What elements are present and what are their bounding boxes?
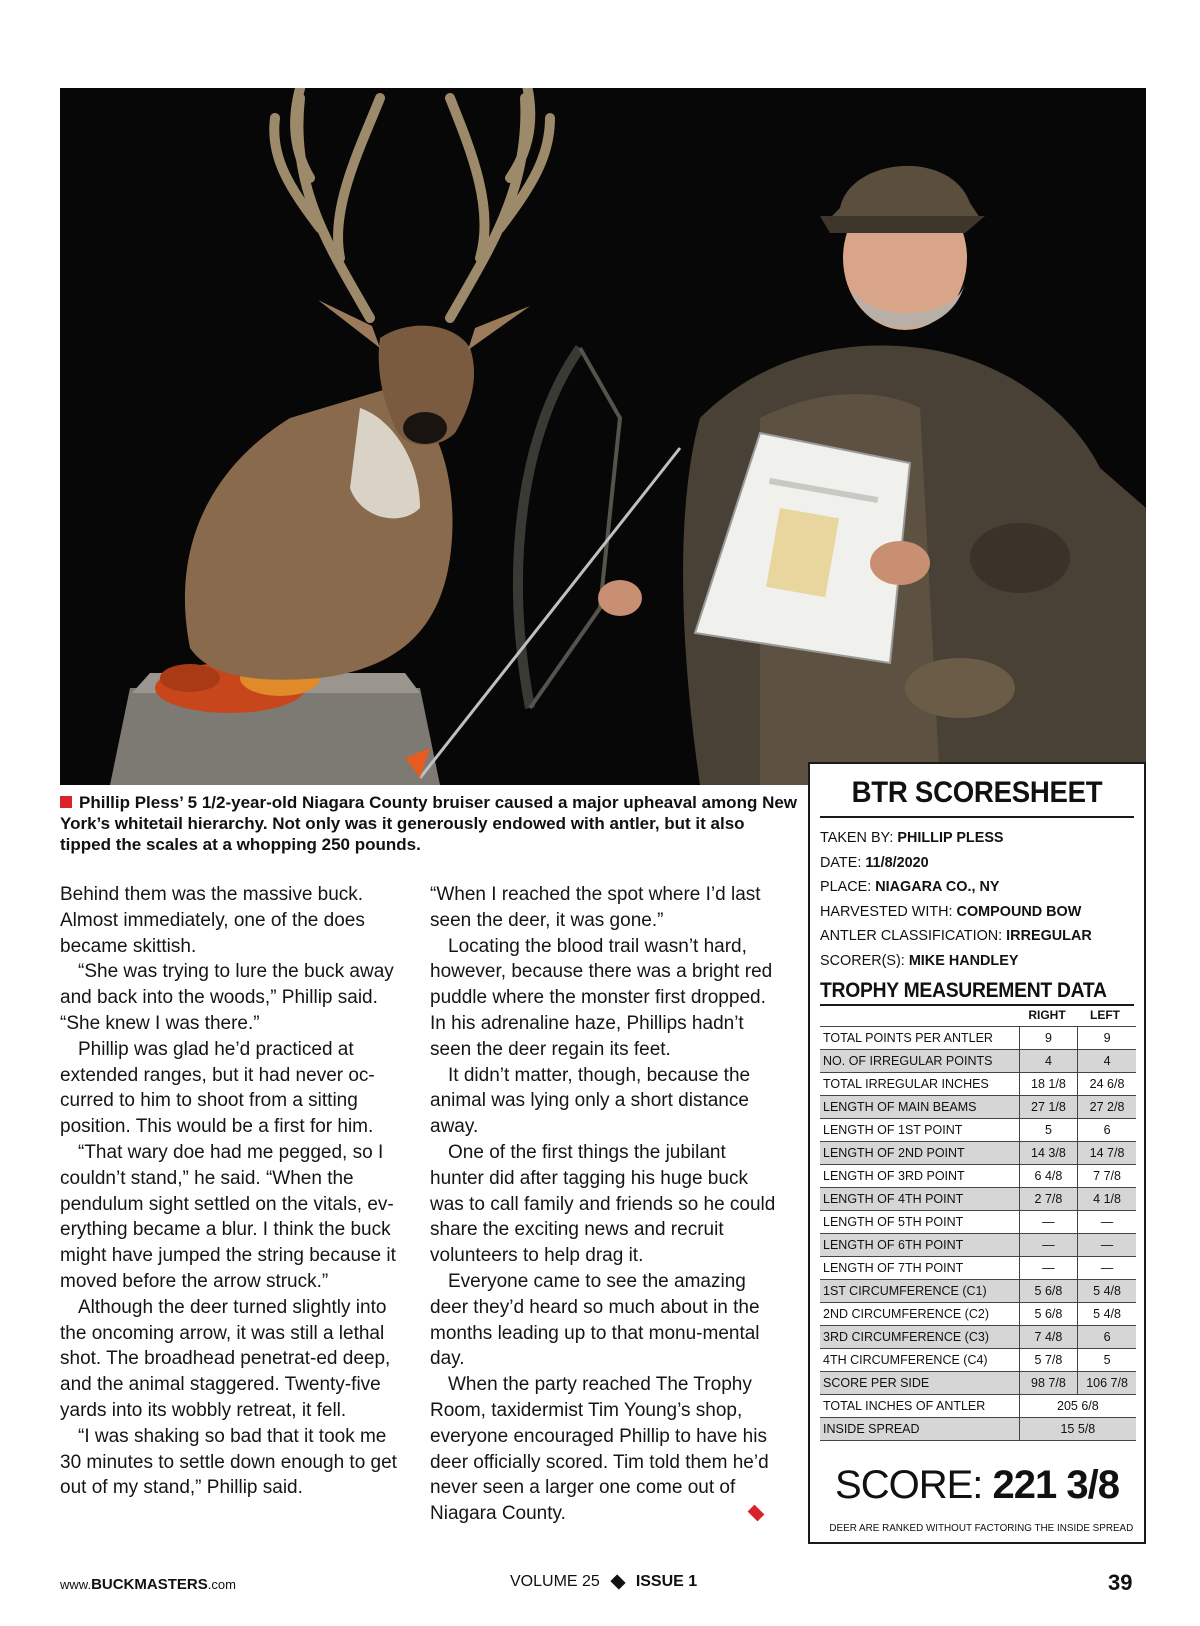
row-left-value: 7 7/8 — [1078, 1165, 1136, 1188]
score-value: 221 3/8 — [992, 1463, 1119, 1507]
paragraph: Locating the blood trail wasn’t hard, however, because there was a bright red puddle where the monster first dropped. In his adrenaline haze, Phillips hadn’t seen the deer regain its feet. — [430, 935, 773, 1060]
row-label: LENGTH OF 3RD POINT — [820, 1165, 1019, 1188]
row-right-value: 2 7/8 — [1019, 1188, 1077, 1211]
row-left-value: — — [1078, 1234, 1136, 1257]
row-left-value: 5 — [1078, 1349, 1136, 1372]
row-right-value: — — [1019, 1234, 1077, 1257]
info-value: PHILLIP PLESS — [897, 829, 1004, 846]
site-suffix: .com — [207, 1577, 236, 1592]
column-header-left: LEFT — [1090, 1008, 1120, 1022]
info-antler-classification — [820, 924, 1121, 949]
row-label: TOTAL IRREGULAR INCHES — [820, 1073, 1019, 1096]
row-right-value: 6 4/8 — [1019, 1165, 1077, 1188]
article-column-2 — [430, 882, 778, 1527]
caption-text: Phillip Pless’ 5 1/2-year-old Niagara County bruiser caused a major upheaval among New York’s whitetail hierarchy. Not only was it generously endowed with antler, but it also tipped the scales at a whopping 250 pounds. — [60, 793, 798, 854]
row-combined-value: 205 6/8 — [1019, 1395, 1136, 1418]
red-square-bullet-icon — [60, 796, 72, 808]
row-right-value: 98 7/8 — [1019, 1372, 1077, 1395]
row-label: LENGTH OF 4TH POINT — [820, 1188, 1019, 1211]
btr-scoresheet — [808, 762, 1146, 1544]
row-left-value: 106 7/8 — [1078, 1372, 1136, 1395]
paragraph: Behind them was the massive buck. Almost immediately, one of the does became skittish. — [60, 884, 365, 957]
row-right-value: — — [1019, 1211, 1077, 1234]
row-left-value: 6 — [1078, 1326, 1136, 1349]
scoresheet-title: BTR SCORESHEET — [851, 776, 1103, 809]
article-column-1 — [60, 882, 408, 1501]
divider — [820, 816, 1134, 818]
row-label: 3RD CIRCUMFERENCE (C3) — [820, 1326, 1019, 1349]
measurement-column-headers — [820, 1006, 1134, 1024]
row-right-value: 18 1/8 — [1019, 1073, 1077, 1096]
info-label: PLACE: — [820, 878, 876, 895]
paragraph: When the party reached The Trophy Room, taxidermist Tim Young’s shop, everyone encouraged Phillip to have his deer officially scored. Tim told them he’d never seen a larger one come out of Niagara County. — [430, 1374, 769, 1525]
info-label: SCORER(S): — [820, 951, 909, 969]
row-right-value: 7 4/8 — [1019, 1326, 1077, 1349]
table-row — [820, 1142, 1136, 1165]
paragraph: One of the first things the jubilant hunter did after tagging his huge buck was to call family and friends so he could share the exciting news and recruit volunteers to help drag it. — [430, 1141, 776, 1267]
site-brand: BUCKMASTERS — [91, 1576, 208, 1593]
info-label: DATE: — [820, 853, 866, 871]
info-value: MIKE HANDLEY — [908, 951, 1019, 969]
final-score — [820, 1463, 1134, 1508]
row-left-value: — — [1078, 1211, 1136, 1234]
info-scorers — [820, 949, 1121, 974]
paragraph: Although the deer turned slightly into the oncoming arrow, it was still a lethal shot. The broadhead penetrat-ed deep, and the animal staggered. Twenty-five yards into its wobbly retreat, it fell. — [60, 1296, 391, 1421]
table-row — [820, 1303, 1136, 1326]
row-label: 2ND CIRCUMFERENCE (C2) — [820, 1303, 1019, 1326]
column-header-right: RIGHT — [1028, 1008, 1066, 1022]
photo-caption — [60, 792, 800, 855]
row-label: 1ST CIRCUMFERENCE (C1) — [820, 1280, 1019, 1303]
row-label: TOTAL POINTS PER ANTLER — [820, 1027, 1019, 1050]
table-row — [820, 1326, 1136, 1349]
row-label: LENGTH OF 1ST POINT — [820, 1119, 1019, 1142]
table-row — [820, 1280, 1136, 1303]
paragraph: “That wary doe had me pegged, so I couldn’t stand,” he said. “When the pendulum sight settled on the vitals, ev-erything became a blur. I think the buck might have jumped the string because it moved before the arrow struck.” — [60, 1141, 396, 1292]
row-right-value: 5 — [1019, 1119, 1077, 1142]
black-diamond-separator-icon — [610, 1574, 625, 1589]
row-label: LENGTH OF 7TH POINT — [820, 1257, 1019, 1280]
paragraph: Everyone came to see the amazing deer they’d heard so much about in the months leading up to that monu-mental day. — [430, 1270, 760, 1370]
table-row — [820, 1188, 1136, 1211]
table-row-total-inches — [820, 1395, 1136, 1418]
row-left-value: 4 — [1078, 1050, 1136, 1073]
info-label: HARVESTED WITH: — [820, 902, 957, 920]
measurement-title: TROPHY MEASUREMENT DATA — [820, 979, 1107, 1002]
row-right-value: — — [1019, 1257, 1077, 1280]
table-row — [820, 1119, 1136, 1142]
row-left-value: 4 1/8 — [1078, 1188, 1136, 1211]
row-label: LENGTH OF 5TH POINT — [820, 1211, 1019, 1234]
row-label: SCORE PER SIDE — [820, 1372, 1019, 1395]
row-label: TOTAL INCHES OF ANTLER — [820, 1395, 1019, 1418]
paragraph: It didn’t matter, though, because the animal was lying only a short distance away. — [430, 1064, 751, 1138]
row-label: LENGTH OF 2ND POINT — [820, 1142, 1019, 1165]
row-left-value: — — [1078, 1257, 1136, 1280]
paragraph: “I was shaking so bad that it took me 30 minutes to settle down enough to get out of my stand,” Phillip said. — [60, 1425, 397, 1499]
page-number: 39 — [1108, 1570, 1133, 1595]
table-row — [820, 1096, 1136, 1119]
info-place — [820, 875, 1121, 900]
score-label: SCORE: — [835, 1463, 993, 1507]
row-right-value: 9 — [1019, 1027, 1077, 1050]
info-value: COMPOUND BOW — [956, 902, 1082, 920]
row-right-value: 4 — [1019, 1050, 1077, 1073]
table-row — [820, 1211, 1136, 1234]
info-taken-by — [820, 826, 1121, 851]
paragraph: Phillip was glad he’d practiced at extended ranges, but it had never oc-curred to him to shoot from a sitting position. This would be a first for him. — [60, 1038, 375, 1138]
row-label: LENGTH OF MAIN BEAMS — [820, 1096, 1019, 1119]
row-left-value: 14 7/8 — [1078, 1142, 1136, 1165]
info-value: IRREGULAR — [1006, 927, 1092, 944]
row-label: 4TH CIRCUMFERENCE (C4) — [820, 1349, 1019, 1372]
row-left-value: 9 — [1078, 1027, 1136, 1050]
row-left-value: 27 2/8 — [1078, 1096, 1136, 1119]
info-value: NIAGARA CO., NY — [875, 878, 1000, 895]
table-row — [820, 1027, 1136, 1050]
measurement-table — [820, 1026, 1136, 1441]
row-right-value: 5 6/8 — [1019, 1303, 1077, 1326]
hero-photo — [60, 88, 1146, 785]
row-label: LENGTH OF 6TH POINT — [820, 1234, 1019, 1257]
row-left-value: 6 — [1078, 1119, 1136, 1142]
table-row-inside-spread — [820, 1418, 1136, 1441]
info-value: 11/8/2020 — [865, 853, 929, 871]
info-date — [820, 851, 1121, 876]
table-row — [820, 1073, 1136, 1096]
row-right-value: 5 6/8 — [1019, 1280, 1077, 1303]
row-combined-value: 15 5/8 — [1019, 1418, 1136, 1441]
paragraph: “She was trying to lure the buck away and back into the woods,” Phillip said. “She knew I was there.” — [60, 961, 394, 1034]
score-note: DEER ARE RANKED WITHOUT FACTORING THE INSIDE SPREAD — [829, 1522, 1134, 1534]
footer-website — [60, 1576, 236, 1593]
volume-label: VOLUME 25 — [510, 1573, 600, 1590]
table-row — [820, 1257, 1136, 1280]
paragraph: “When I reached the spot where I’d last seen the deer, it was gone.” — [430, 884, 761, 931]
table-row — [820, 1372, 1136, 1395]
site-prefix: www. — [60, 1577, 92, 1592]
info-harvested-with — [820, 900, 1121, 925]
row-left-value: 5 4/8 — [1078, 1280, 1136, 1303]
table-row — [820, 1234, 1136, 1257]
row-right-value: 5 7/8 — [1019, 1349, 1077, 1372]
row-left-value: 5 4/8 — [1078, 1303, 1136, 1326]
row-left-value: 24 6/8 — [1078, 1073, 1136, 1096]
row-label: NO. OF IRREGULAR POINTS — [820, 1050, 1019, 1073]
footer-issue-info — [510, 1573, 697, 1591]
table-row — [820, 1050, 1136, 1073]
table-row — [820, 1349, 1136, 1372]
info-label: TAKEN BY: — [820, 829, 898, 846]
info-label: ANTLER CLASSIFICATION: — [820, 927, 1007, 944]
issue-label: ISSUE 1 — [635, 1573, 698, 1590]
table-row — [820, 1165, 1136, 1188]
row-right-value: 14 3/8 — [1019, 1142, 1077, 1165]
row-label: INSIDE SPREAD — [820, 1418, 1019, 1441]
row-right-value: 27 1/8 — [1019, 1096, 1077, 1119]
